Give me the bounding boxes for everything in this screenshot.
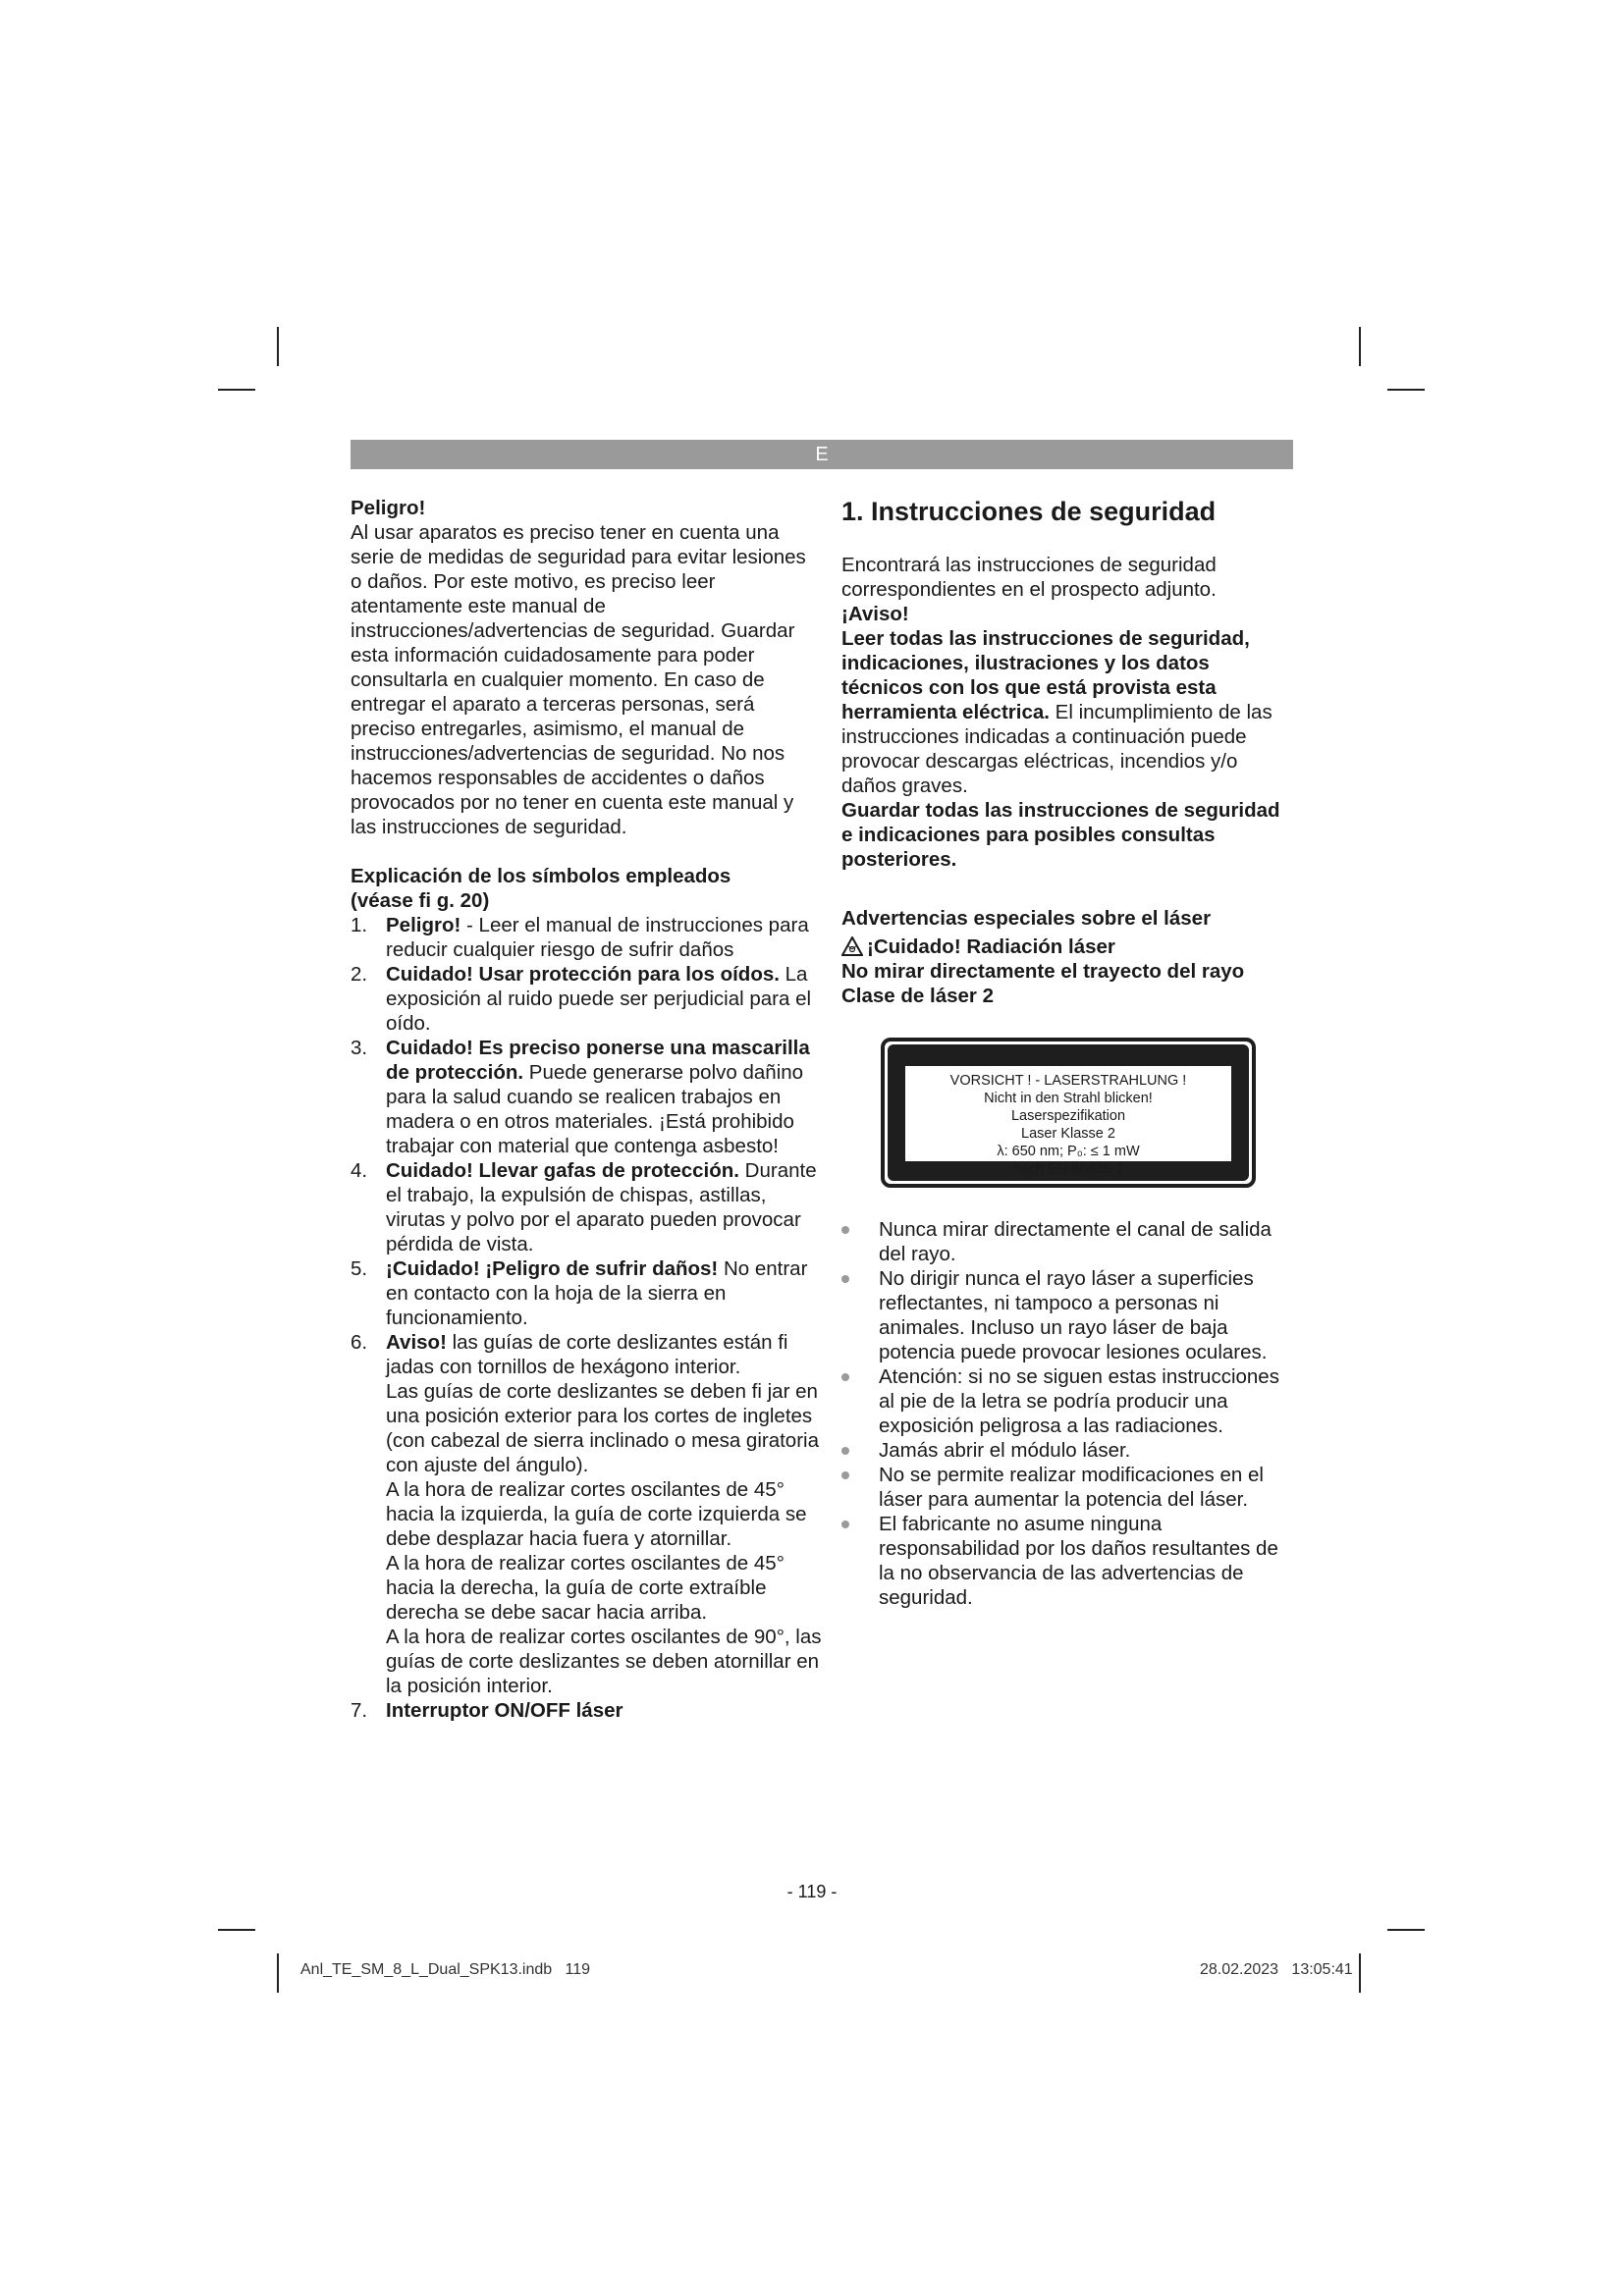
item-number: 3. [351, 1037, 368, 1059]
symbol-item-4 [351, 1158, 822, 1256]
symbol-item-2 [351, 962, 822, 1036]
bullet-dot-icon [841, 1447, 849, 1455]
read-all-bold: Leer todas las instrucciones de seguridad, indicaciones, ilustraciones y los datos técnicos con los que está provista esta herramienta eléctrica. [841, 627, 1250, 723]
item-text: Durante el trabajo, la expulsión de chispas, astillas, virutas y polvo por el aparato pueden provocar pérdida de vista. [386, 1159, 817, 1255]
bullet-item [841, 1512, 1295, 1610]
bullet-dot-icon [841, 1471, 849, 1479]
item-text: Puede generarse polvo dañino para la salud cuando se realicen trabajos en madera o en otros materiales. ¡Está prohibido trabajar con material que contenga asbesto! [386, 1061, 804, 1157]
item-bold: Cuidado! Es preciso ponerse una mascarilla de protección. [386, 1037, 810, 1084]
label-line: Laserspezifikation [1010, 1108, 1126, 1124]
item-bold: Cuidado! Usar protección para los oídos. [386, 963, 780, 986]
item-text: La exposición al ruido puede ser perjudicial para el oído. [386, 963, 812, 1035]
item-number: 2. [351, 963, 368, 986]
symbol-item-1 [351, 913, 822, 962]
danger-paragraph: Al usar aparatos es preciso tener en cuenta una serie de medidas de seguridad para evitar lesiones o daños. Por este motivo, es preciso leer atentamente este manual de instrucciones/advertencias de seguridad. Guardar esta información cuidadosamente para poder consultarla en cualquier momento. En caso de entregar el aparato a terceras personas, será preciso entregarles, asimismo, el manual de instrucciones/advertencias de seguridad. No nos hacemos responsables de accidentes o daños provocados por no tener en cuenta este manual y las instrucciones de seguridad. [351, 521, 806, 838]
label-line: Laser Klasse 2 [1021, 1126, 1115, 1142]
label-line: VORSICHT ! - LASERSTRAHLUNG ! [949, 1073, 1187, 1089]
item-bold: Aviso! [386, 1331, 447, 1354]
laser-no-look: No mirar directamente el trayecto del rayo [841, 960, 1245, 983]
item6-paragraph: A la hora de realizar cortes oscilantes de 45° hacia la derecha, la guía de corte extraíble derecha se debe sacar hacia arriba. [386, 1552, 785, 1624]
page-number: - 119 - [786, 1882, 838, 1901]
crop-mark-bottom-right-h [1387, 1929, 1425, 1931]
label-line: nach EN 60825-1 [1012, 1161, 1124, 1177]
bullet-dot-icon [841, 1226, 849, 1234]
symbols-heading-line1: Explicación de los símbolos empleados [351, 865, 731, 887]
language-code: E [815, 444, 829, 465]
item6-paragraph: A la hora de realizar cortes oscilantes de 90°, las guías de corte deslizantes se deben atornillar en la posición interior. [386, 1626, 822, 1697]
left-column [351, 496, 822, 1723]
item-number: 7. [351, 1699, 368, 1722]
bullet-item [841, 1438, 1295, 1463]
read-all-paragraph [841, 626, 1295, 798]
footer-timestamp: 28.02.2023 13:05:41 [1200, 1961, 1353, 1978]
read-all-text: El incumplimiento de las instrucciones indicadas a continuación puede provocar descargas eléctricas, incendios y/o daños graves. [841, 701, 1272, 797]
footer-file-name: Anl_TE_SM_8_L_Dual_SPK13.indb 119 [300, 1961, 591, 1978]
bullet-item [841, 1217, 1295, 1266]
bullet-text: Atención: si no se siguen estas instrucciones al pie de la letra se podría producir una exposición peligrosa a las radiaciones. [879, 1365, 1279, 1437]
item-bold: Interruptor ON/OFF láser [386, 1699, 623, 1722]
symbols-heading [351, 864, 822, 913]
bullet-item [841, 1364, 1295, 1438]
item-bold: Cuidado! Llevar gafas de protección. [386, 1159, 739, 1182]
crop-mark-bottom-left-h [218, 1929, 255, 1931]
bullet-dot-icon [841, 1521, 849, 1528]
item-text: - Leer el manual de instrucciones para reducir cualquier riesgo de sufrir daños [386, 914, 809, 961]
aviso-heading: ¡Aviso! [841, 603, 909, 625]
item-number: 4. [351, 1159, 368, 1182]
bullet-text: No dirigir nunca el rayo láser a superficies reflectantes, ni tampoco a personas ni animales. Incluso un rayo láser de baja potencia puede provocar lesiones oculares. [879, 1267, 1268, 1363]
item-number: 6. [351, 1331, 368, 1354]
item6-paragraph: Las guías de corte deslizantes se deben fi jar en una posición exterior para los cortes de ingletes (con cabezal de sierra inclinado o mesa giratoria con ajuste del ángulo). [386, 1380, 819, 1476]
crop-mark-bottom-left [277, 1953, 279, 1993]
label-line: λ: 650 nm; P₀: ≤ 1 mW [997, 1144, 1140, 1159]
symbol-item-5 [351, 1256, 822, 1330]
bullet-text: No se permite realizar modificaciones en el láser para aumentar la potencia del láser. [879, 1464, 1264, 1511]
item-number: 5. [351, 1257, 368, 1280]
laser-warning-label [881, 1038, 1256, 1188]
warning-triangle-icon [841, 936, 863, 956]
symbol-item-3 [351, 1036, 822, 1158]
crop-mark-top-right [1359, 327, 1361, 366]
laser-label-text [905, 1066, 1231, 1177]
laser-caution [841, 934, 1295, 959]
item-bold: ¡Cuidado! ¡Peligro de sufrir daños! [386, 1257, 719, 1280]
keep-instructions: Guardar todas las instrucciones de seguridad e indicaciones para posibles consultas posteriores. [841, 799, 1280, 871]
symbol-item-6 [351, 1330, 822, 1698]
symbols-heading-line2: (véase fi g. 20) [351, 889, 490, 912]
crop-mark-top-left [277, 327, 279, 366]
bullet-text: El fabricante no asume ninguna responsabilidad por los daños resultantes de la no observancia de las advertencias de seguridad. [879, 1513, 1278, 1609]
laser-bullet-list [841, 1217, 1295, 1610]
item-bold: Peligro! [386, 914, 461, 936]
bullet-text: Nunca mirar directamente el canal de salida del rayo. [879, 1218, 1272, 1265]
item-text: No entrar en contacto con la hoja de la sierra en funcionamiento. [386, 1257, 808, 1329]
item-number: 1. [351, 914, 368, 936]
laser-heading: Advertencias especiales sobre el láser [841, 907, 1212, 930]
laser-caution-text: ¡Cuidado! Radiación láser [867, 935, 1115, 958]
danger-heading: Peligro! [351, 497, 426, 519]
bullet-dot-icon [841, 1275, 849, 1283]
bullet-text: Jamás abrir el módulo láser. [879, 1439, 1131, 1462]
laser-class: Clase de láser 2 [841, 985, 994, 1007]
right-column [841, 496, 1295, 1610]
language-header-bar [351, 440, 1293, 469]
label-line: Nicht in den Strahl blicken! [984, 1091, 1153, 1106]
intro-paragraph: Encontrará las instrucciones de seguridad correspondientes en el prospecto adjunto. [841, 554, 1217, 601]
bullet-item [841, 1266, 1295, 1364]
bullet-item [841, 1463, 1295, 1512]
crop-mark-bottom-right [1359, 1953, 1361, 1993]
crop-mark-top-left-h [218, 389, 255, 391]
laser-label-frame [888, 1044, 1249, 1181]
item-text: las guías de corte deslizantes están fi jadas con tornillos de hexágono interior. [386, 1331, 788, 1378]
symbols-list [351, 913, 822, 1723]
item6-paragraph: A la hora de realizar cortes oscilantes de 45° hacia la izquierda, la guía de corte izquierda se debe desplazar hacia fuera y atornillar. [386, 1478, 807, 1550]
symbol-item-7 [351, 1698, 822, 1723]
crop-mark-top-right-h [1387, 389, 1425, 391]
bullet-dot-icon [841, 1373, 849, 1381]
section-title: 1. Instrucciones de seguridad [841, 497, 1217, 526]
